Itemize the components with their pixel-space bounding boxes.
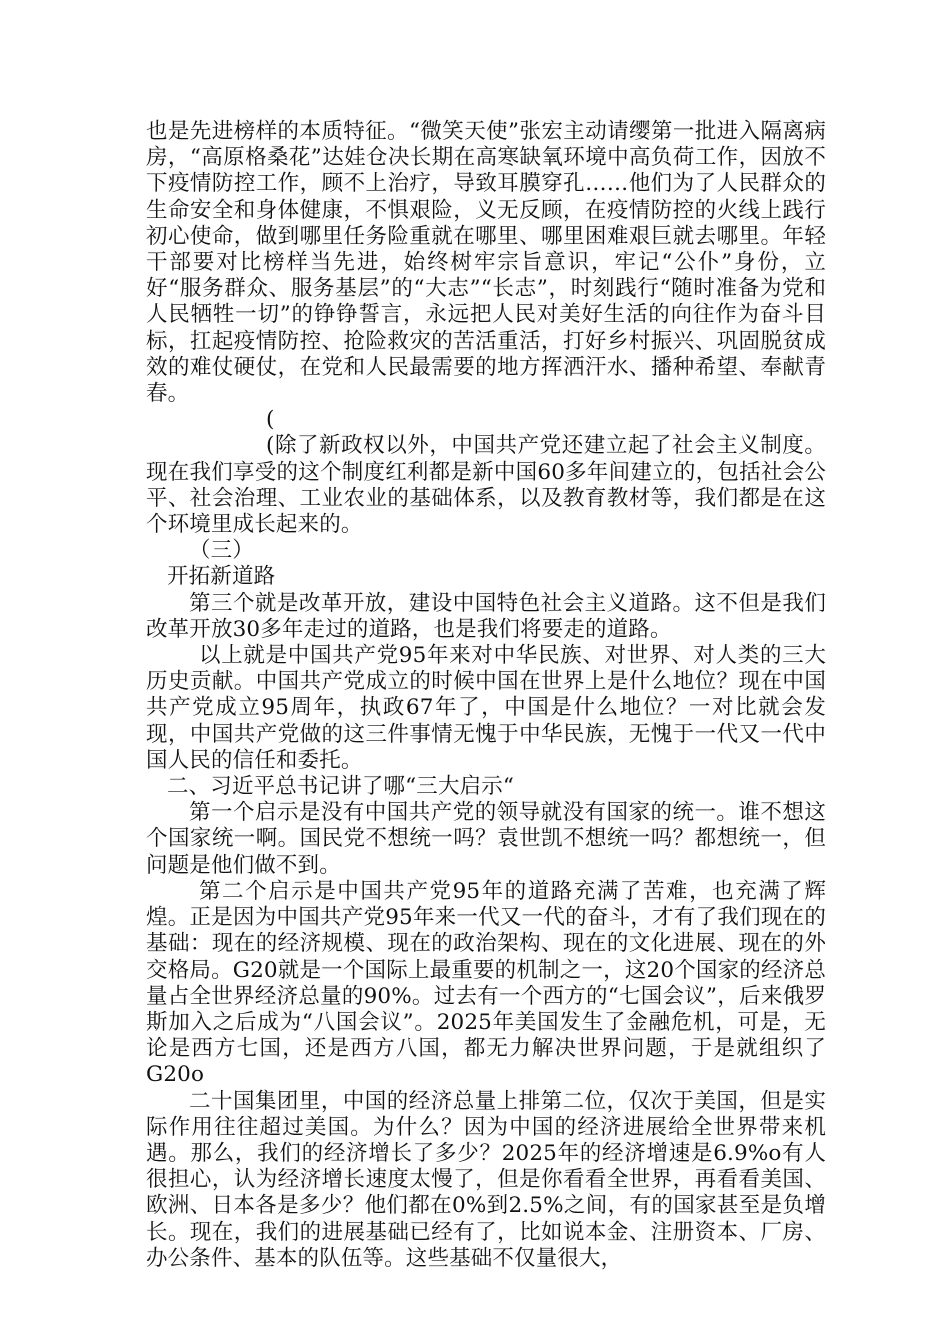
- paragraph-open-paren: (: [266, 407, 275, 433]
- paragraph-reform-opening: 第三个就是改革开放，建设中国特色社会主义道路。这不但是我们改革开放30多年走过的道路，也是我们将要走的道路。: [146, 590, 826, 642]
- section-heading-three-insights: 二、习近平总书记讲了哪“三大启示“: [167, 774, 515, 800]
- paragraph-role-models: 也是先进榜样的本质特征。“微笑天使”张宏主动请缨第一批进入隔离病房，“高原格桑花”达娃仓决长期在高寒缺氧环境中高负荷工作，因放不下疫情防控工作，顾不上治疗，导致耳膜穿孔……他们为了人民群众的生命安全和身体健康，不惧艰险，义无反顾，在疫情防控的火线上践行初心使命，做到哪里任务险重就在哪里、哪里困难艰巨就去哪里。年轻干部要对比榜样当先进，始终树牢宗旨意识，牢记“公仆”身份，立好“服务群众、服务基层”的“大志”“长志”，时刻践行“随时准备为党和人民牺牲一切”的铮铮誓言，永远把人民对美好生活的向往作为奋斗目标，扛起疫情防控、抢险救灾的苦活重活，打好乡村振兴、巩固脱贫成效的难仗硬仗，在党和人民最需要的地方挥洒汗水、播种希望、奉献青春。: [146, 119, 826, 407]
- section-number-three: （三）: [189, 538, 254, 564]
- paragraph-g20-economy: 二十国集团里，中国的经济总量上排第二位，仅次于美国，但是实际作用往往超过美国。为什么？因为中国的经济进展给全世界带来机遇。那么，我们的经济增长了多少？2025年的经济增速是6.9%o有人很担心，认为经济增长速度太慢了，但是你看看全世界，再看看美国、欧洲、日本各是多少？他们都在0%到2.5%之间，有的国家甚至是负增长。现在，我们的进展基础已经有了，比如说本金、注册资本、厂房、办公条件、基本的队伍等。这些基础不仅量很大，: [146, 1088, 826, 1271]
- section-heading-new-road: 开拓新道路: [167, 564, 276, 590]
- paragraph-three-contributions: 以上就是中国共产党95年来对中华民族、对世界、对人类的三大历史贡献。中国共产党成立的时候中国在世界上是什么地位？现在中国共产党成立95周年，执政67年了，中国是什么地位？一对比就会发现，中国共产党做的这三件事情无愧于中华民族，无愧于一代又一代中国人民的信任和委托。: [146, 643, 826, 773]
- paragraph-socialist-system: (除了新政权以外，中国共产党还建立起了社会主义制度。现在我们享受的这个制度红利都是新中国60多年间建立的，包括社会公平、社会治理、工业农业的基础体系，以及教育教材等，我们都是在这个环境里成长起来的。: [146, 433, 826, 538]
- paragraph-second-insight: 第二个启示是中国共产党95年的道路充满了苦难，也充满了辉煌。正是因为中国共产党95年来一代又一代的奋斗，才有了我们现在的基础：现在的经济规模、现在的政治架构、现在的文化进展、现在的外交格局。G20就是一个国际上最重要的机制之一，这20个国家的经济总量占全世界经济总量的90%。过去有一个西方的“七国会议”，后来俄罗斯加入之后成为“八国会议”。2025年美国发生了金融危机，可是，无论是西方七国，还是西方八国，都无力解决世界问题，于是就组织了G20o: [146, 878, 826, 1088]
- document-body: [146, 119, 826, 1272]
- paragraph-first-insight: 第一个启示是没有中国共产党的领导就没有国家的统一。谁不想这个国家统一啊。国民党不想统一吗？袁世凯不想统一吗？都想统一，但问题是他们做不到。: [146, 800, 826, 878]
